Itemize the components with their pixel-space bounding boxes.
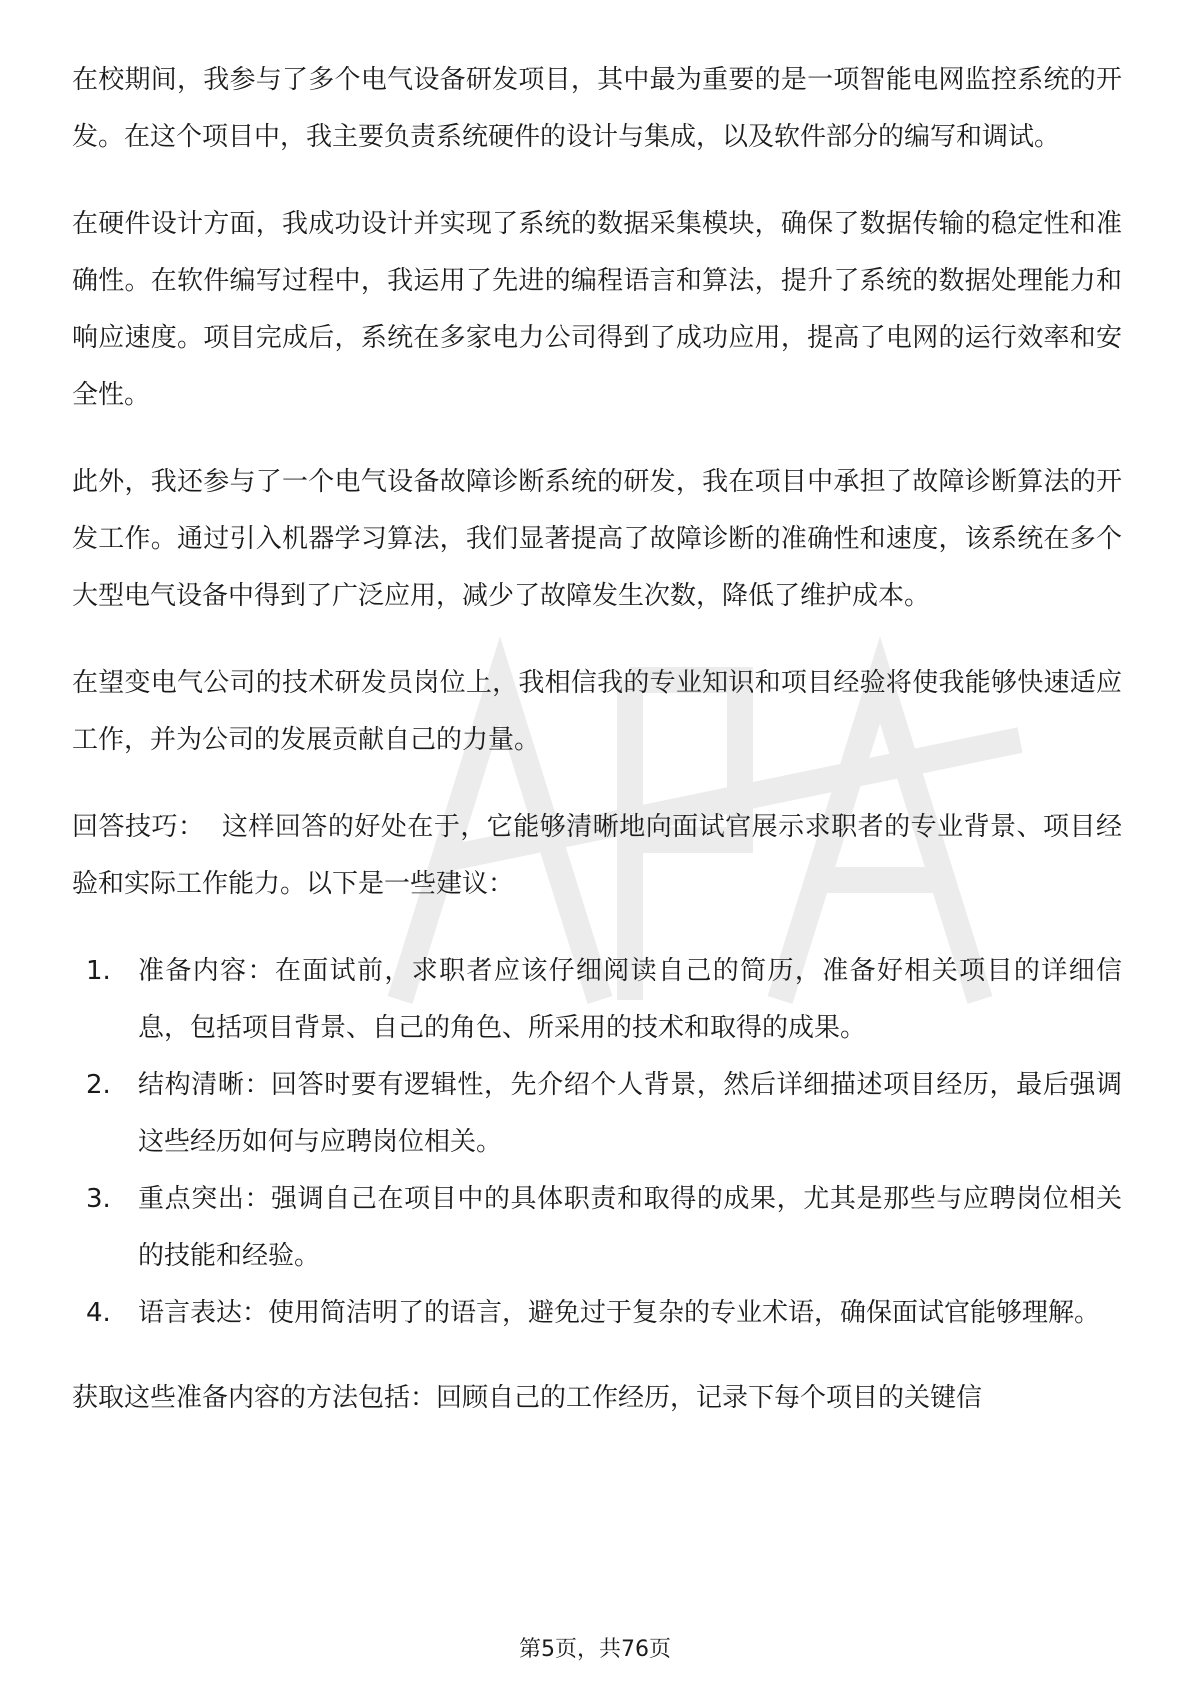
list-number: 3. xyxy=(86,1184,111,1214)
page-footer: 第5页，共76页 xyxy=(519,1637,671,1662)
paragraph-1: 在校期间，我参与了多个电气设备研发项目，其中最为重要的是一项智能电网监控系统的开发。在这个项目中，我主要负责系统硬件的设计与集成，以及软件部分的编写和调试。 xyxy=(72,65,1122,152)
list-text: 语言表达：使用简洁明了的语言，避免过于复杂的专业术语，确保面试官能够理解。 xyxy=(138,1298,1101,1328)
list-number: 4. xyxy=(86,1298,111,1328)
list-number: 1. xyxy=(86,956,111,986)
list-text: 准备内容：在面试前，求职者应该仔细阅读自己的简历，准备好相关项目的详细信息，包括项目背景、自己的角色、所采用的技术和取得的成果。 xyxy=(138,956,1122,1043)
list-text: 重点突出：强调自己在项目中的具体职责和取得的成果，尤其是那些与应聘岗位相关的技能和经验。 xyxy=(138,1184,1122,1271)
list-text: 结构清晰：回答时要有逻辑性，先介绍个人背景，然后详细描述项目经历，最后强调这些经历如何与应聘岗位相关。 xyxy=(138,1070,1122,1157)
list-item xyxy=(72,943,1122,1057)
paragraph-2: 在硬件设计方面，我成功设计并实现了系统的数据采集模块，确保了数据传输的稳定性和准确性。在软件编写过程中，我运用了先进的编程语言和算法，提升了系统的数据处理能力和响应速度。项目完成后，系统在多家电力公司得到了成功应用，提高了电网的运行效率和安全性。 xyxy=(72,209,1122,410)
tips-list xyxy=(72,943,1122,1342)
paragraph-3: 此外，我还参与了一个电气设备故障诊断系统的研发，我在项目中承担了故障诊断算法的开发工作。通过引入机器学习算法，我们显著提高了故障诊断的准确性和速度，该系统在多个大型电气设备中得到了广泛应用，减少了故障发生次数，降低了维护成本。 xyxy=(72,467,1122,611)
list-number: 2. xyxy=(86,1070,111,1100)
list-item xyxy=(72,1057,1122,1171)
list-item xyxy=(72,1285,1122,1342)
paragraph-tips: 回答技巧： 这样回答的好处在于，它能够清晰地向面试官展示求职者的专业背景、项目经验和实际工作能力。以下是一些建议： xyxy=(72,812,1122,899)
paragraph-4: 在望变电气公司的技术研发员岗位上，我相信我的专业知识和项目经验将使我能够快速适应工作，并为公司的发展贡献自己的力量。 xyxy=(72,668,1122,755)
closing-paragraph: 获取这些准备内容的方法包括：回顾自己的工作经历，记录下每个项目的关键信 xyxy=(72,1383,983,1413)
document-body xyxy=(72,52,1122,1457)
list-item xyxy=(72,1171,1122,1285)
